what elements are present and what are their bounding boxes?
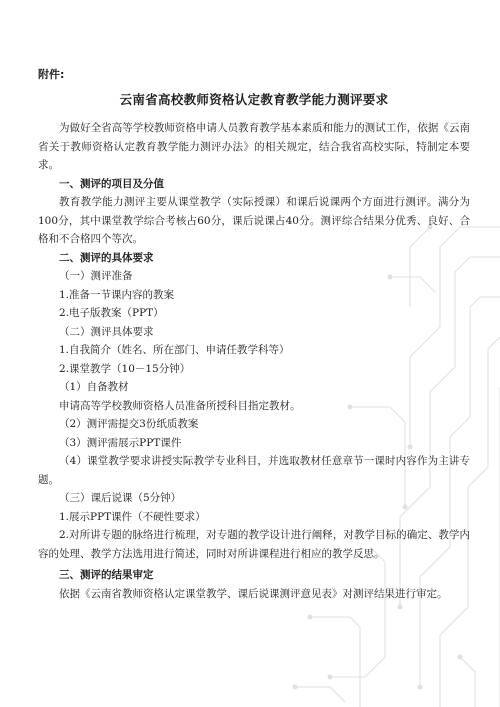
part2-sub-1-body: 申请高等学校教师资格人员准备所授科目指定教材。 bbox=[59, 399, 301, 412]
section1-heading: 一、测评的项目及分值 bbox=[59, 177, 164, 190]
attachment-label: 附件: bbox=[38, 68, 65, 81]
section2-heading: 二、测评的具体要求 bbox=[59, 251, 154, 264]
part3-item-2: 2.对所讲专题的脉络进行梳理，对专题的教学设计进行阐释，对教学目标的确定、教学内容的处理、教学方法选用进行简述，同时对所讲课程进行相应的教学反思。 bbox=[38, 529, 470, 560]
document-title: 云南省高校教师资格认定教育教学能力测评要求 bbox=[119, 91, 389, 107]
section1-body: 教育教学能力测评主要从课堂教学（实际授课）和课后说课两个方面进行测评。满分为100分，其中课堂教学综合考核占60分，课后说课占40分。测评综合结果分优秀、良好、合格和不合格四个等次。 bbox=[38, 196, 470, 245]
section3-body: 依据《云南省教师资格认定课堂教学、课后说课测评意见表》对测评结果进行审定。 bbox=[59, 587, 448, 600]
part2-sub-4: （4）课堂教学要求讲授实际教学专业科目，并选取教材任意章节一课时内容作为主讲专题。 bbox=[38, 455, 470, 486]
part1-item-2: 2.电子版教案（PPT） bbox=[59, 307, 164, 319]
part1-heading: （一）测评准备 bbox=[59, 270, 133, 282]
part2-sub-3: （3）测评需展示PPT课件 bbox=[59, 436, 182, 449]
part2-item-2: 2.课堂教学（10－15分钟） bbox=[59, 362, 191, 375]
part2-sub-1: （1）自备教材 bbox=[59, 381, 129, 393]
intro-paragraph: 为做好全省高等学校教师资格申请人员教育教学基本素质和能力的测试工作，依据《云南省关于教师资格认定教育教学能力测评办法》的相关规定，结合我省高校实际，特制定本要求。 bbox=[38, 122, 470, 171]
part3-item-1: 1.展示PPT课件（不硬性要求） bbox=[59, 510, 206, 523]
part2-item-1: 1.自我简介（姓名、所在部门、申请任教学科等） bbox=[59, 344, 290, 356]
part1-item-1: 1.准备一节课内容的教案 bbox=[59, 288, 175, 301]
section3-heading: 三、测评的结果审定 bbox=[59, 569, 154, 581]
part3-heading: （三）课后说课（5分钟） bbox=[59, 492, 182, 504]
part2-heading: （二）测评具体要求 bbox=[59, 325, 154, 338]
document-body bbox=[38, 66, 470, 603]
part2-sub-2: （2）测评需提交3份纸质教案 bbox=[59, 418, 199, 430]
